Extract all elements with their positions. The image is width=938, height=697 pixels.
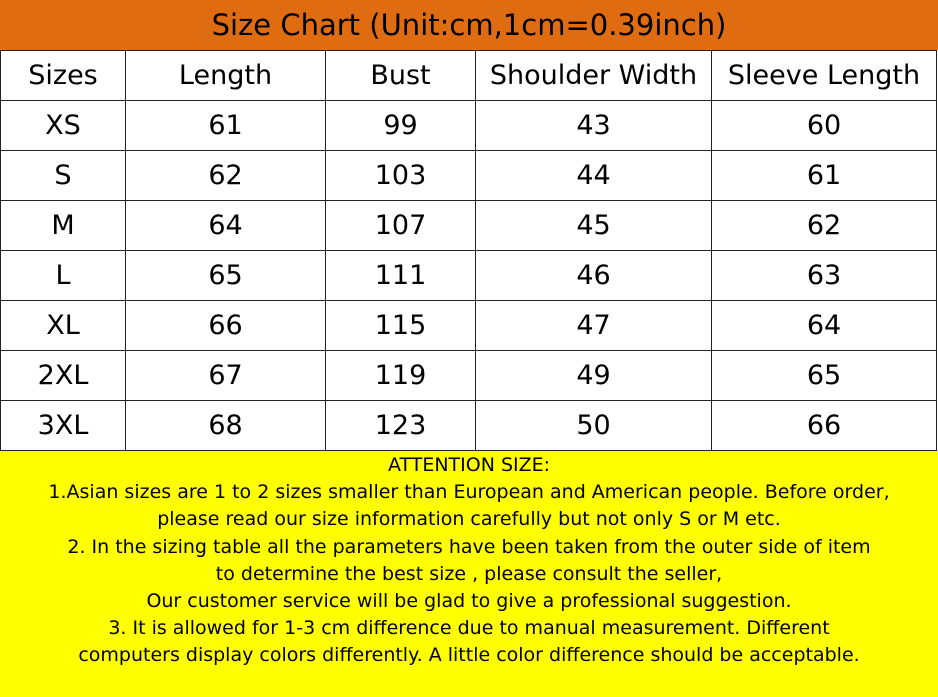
header-bust: Bust [326,51,476,101]
cell-length: 61 [126,101,326,151]
notice-line: to determine the best size , please consult the seller, [215,562,723,585]
table-row [1,101,937,151]
cell-size: S [1,151,126,201]
cell-shoulder-width: 43 [476,101,712,151]
notice-line: please read our size information carefully but not only S or M etc. [157,508,781,531]
table-row [1,301,937,351]
cell-bust: 99 [326,101,476,151]
cell-bust: 115 [326,301,476,351]
table-row [1,351,937,401]
cell-shoulder-width: 44 [476,151,712,201]
cell-size: M [1,201,126,251]
cell-sleeve-length: 66 [712,401,937,451]
cell-length: 67 [126,351,326,401]
notice-line: 2. In the sizing table all the parameters have been taken from the outer side of item [67,535,871,558]
cell-shoulder-width: 46 [476,251,712,301]
cell-size: 2XL [1,351,126,401]
cell-bust: 107 [326,201,476,251]
cell-length: 65 [126,251,326,301]
header-sizes: Sizes [1,51,126,101]
notice-heading: ATTENTION SIZE: [387,454,551,476]
table-row [1,401,937,451]
cell-shoulder-width: 45 [476,201,712,251]
title-bar [0,0,938,50]
cell-bust: 119 [326,351,476,401]
header-shoulder-width: Shoulder Width [476,51,712,101]
chart-title: Size Chart (Unit:cm,1cm=0.39inch) [211,7,727,42]
cell-length: 68 [126,401,326,451]
attention-notice [0,451,938,697]
cell-size: XL [1,301,126,351]
cell-sleeve-length: 61 [712,151,937,201]
cell-shoulder-width: 47 [476,301,712,351]
notice-line: Our customer service will be glad to give a professional suggestion. [146,590,792,613]
header-sleeve-length: Sleeve Length [712,51,937,101]
table-row [1,151,937,201]
cell-size: 3XL [1,401,126,451]
notice-line: 1.Asian sizes are 1 to 2 sizes smaller than European and American people. Before order, [48,481,890,504]
cell-size: XS [1,101,126,151]
table-header-row [1,51,937,101]
cell-sleeve-length: 62 [712,201,937,251]
cell-length: 66 [126,301,326,351]
cell-length: 62 [126,151,326,201]
cell-shoulder-width: 50 [476,401,712,451]
table-row [1,251,937,301]
cell-length: 64 [126,201,326,251]
cell-bust: 111 [326,251,476,301]
notice-line: 3. It is allowed for 1-3 cm difference due to manual measurement. Different [108,617,830,640]
table-row [1,201,937,251]
cell-bust: 103 [326,151,476,201]
cell-sleeve-length: 63 [712,251,937,301]
header-length: Length [126,51,326,101]
cell-sleeve-length: 64 [712,301,937,351]
cell-shoulder-width: 49 [476,351,712,401]
cell-size: L [1,251,126,301]
notice-line: computers display colors differently. A little color difference should be acceptable. [78,644,860,667]
size-table [0,50,937,451]
cell-sleeve-length: 60 [712,101,937,151]
cell-sleeve-length: 65 [712,351,937,401]
cell-bust: 123 [326,401,476,451]
